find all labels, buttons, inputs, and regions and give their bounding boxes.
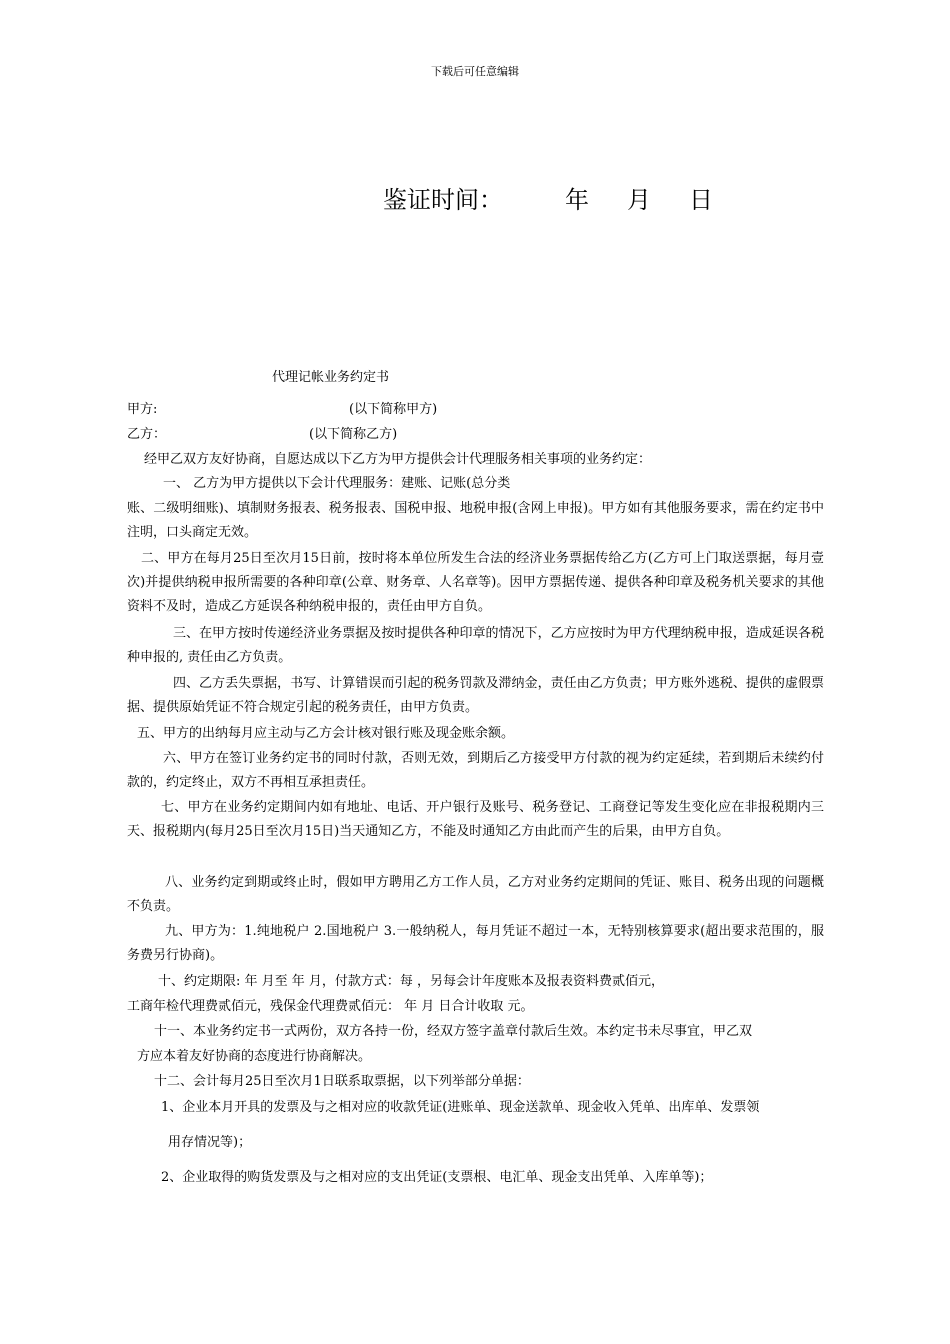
clause-10-line-1: 十、约定期限: 年 月至 年 月，付款方式：每 ，另每会计年度账本及报表资料费贰佰元， (158, 974, 665, 989)
page-header-note: 下载后可任意编辑 (431, 65, 519, 78)
verification-date-label: 鉴证时间： (383, 186, 503, 214)
document-title: 代理记帐业务约定书 (272, 370, 390, 385)
intro-paragraph: 经甲乙双方友好协商，自愿达成以下乙方为甲方提供会计代理服务相关事项的业务约定： (144, 452, 652, 467)
clause-3: 三、在甲方按时传递经济业务票据及按时提供各种印章的情况下，乙方应按时为甲方代理纳税申报，造成延误各税种申报的, 责任由乙方负责。 (127, 626, 824, 665)
clause-10-line-2: 工商年检代理费贰佰元，残保金代理费贰佰元： 年 月 日合计收取 元。 (127, 999, 534, 1014)
party-a-label: 甲方: (127, 402, 158, 417)
clause-8: 八、业务约定到期或终止时，假如甲方聘用乙方工作人员，乙方对业务约定期间的凭证、账目、税务出现的问题概不负责。 (127, 875, 824, 914)
list-item-1-line-2: 用存情况等)； (168, 1135, 252, 1150)
clause-1-first-line: 一、 乙方为甲方提供以下会计代理服务：建账、记账(总分类 (163, 476, 511, 491)
clause-6: 六、甲方在签订业务约定书的同时付款，否则无效，到期后乙方接受甲方付款的视为约定延续，若到期后未续约付款的，约定终止，双方不再相互承担责任。 (127, 751, 824, 790)
clause-4: 四、乙方丢失票据，书写、计算错误而引起的税务罚款及滞纳金，责任由乙方负责；甲方账外逃税、提供的虚假票据、提供原始凭证不符合规定引起的税务责任，由甲方负责。 (127, 676, 824, 715)
clause-11-line-2: 方应本着友好协商的态度进行协商解决。 (137, 1049, 372, 1064)
clause-2: 二、甲方在每月25日至次月15日前，按时将本单位所发生合法的经济业务票据传给乙方(乙方可上门取送票据，每月壹次)并提供纳税申报所需要的各种印章(公章、财务章、人名章等)。因甲方票据传递、提供各种印章及税务机关要求的其他资料不及时，造成乙方延误各种纳税申报的，责任由甲方自负。 (127, 551, 824, 614)
clause-12: 十二、会计每月25日至次月1日联系取票据，以下列举部分单据： (154, 1074, 530, 1089)
clause-1-body: 账、二级明细账)、填制财务报表、税务报表、国税申报、地税申报(含网上申报)。甲方如有其他服务要求，需在约定书中注明，口头商定无效。 (127, 501, 824, 540)
list-item-1-line-1: 1、企业本月开具的发票及与之相对应的收款凭证(进账单、现金送款单、现金收入凭单、出库单、发票领 (161, 1100, 760, 1115)
verification-date-line (383, 182, 713, 218)
party-a-note: (以下简称甲方) (349, 402, 438, 417)
verification-day-field: 日 (689, 186, 713, 214)
clause-9: 九、甲方为：1.纯地税户 2.国地税户 3.一般纳税人，每月凭证不超过一本，无特别核算要求(超出要求范围的，服务费另行协商)。 (127, 924, 824, 963)
party-b-label: 乙方： (127, 427, 167, 442)
clause-11-line-1: 十一、本业务约定书一式两份，双方各持一份，经双方签字盖章付款后生效。本约定书未尽事宜，甲乙双 (154, 1024, 753, 1039)
verification-month-field: 月 (627, 186, 651, 214)
list-item-2: 2、企业取得的购货发票及与之相对应的支出凭证(支票根、电汇单、现金支出凭单、入库单等)； (161, 1170, 713, 1185)
clause-5: 五、甲方的出纳每月应主动与乙方会计核对银行账及现金账余额。 (137, 726, 515, 741)
verification-year-field: 年 (565, 186, 589, 214)
party-b-note: (以下简称乙方) (309, 427, 398, 442)
clause-7: 七、甲方在业务约定期间内如有地址、电话、开户银行及账号、税务登记、工商登记等发生变化应在非报税期内三天、报税期内(每月25日至次月15日)当天通知乙方，不能及时通知乙方由此而产生的后果，由甲方自负。 (127, 800, 824, 839)
